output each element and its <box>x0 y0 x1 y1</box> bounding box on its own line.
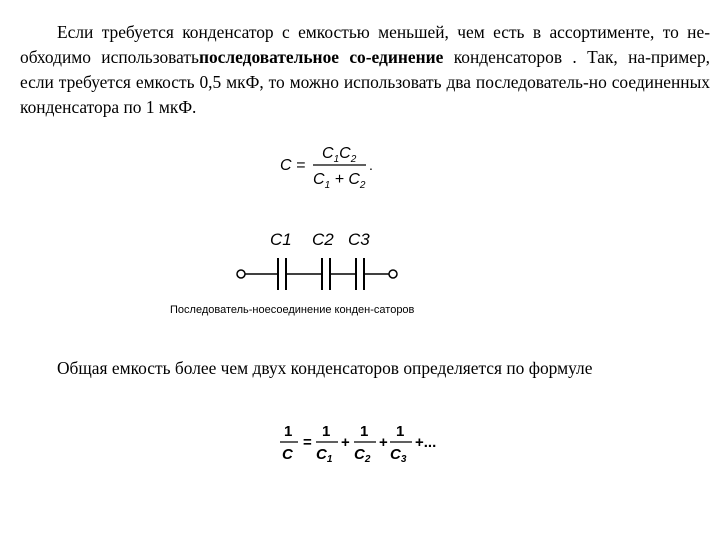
formula-denominator: $C_1 + C_2$ <box>313 171 366 191</box>
term2-denominator: $C_2$ <box>354 446 371 465</box>
capacitor-c1 <box>278 258 286 290</box>
paragraph-text-continued: конденсаторов . Так, на-пример, если требуется емкость 0,5 мкФ, то можно использовать два последователь-но соединенных конденсатора по 1 мкФ. <box>20 47 711 117</box>
diagram-caption: Последователь-ноесоединение конден-саторов <box>170 304 415 316</box>
term1-numerator: 1 <box>322 423 331 440</box>
label-c2: C2 <box>312 230 334 249</box>
term2-numerator: 1 <box>360 423 369 440</box>
term3-numerator: 1 <box>396 423 405 440</box>
paragraph-general-formula: Общая емкость более чем двух конденсаторов определяется по формуле <box>57 358 593 378</box>
formula-lhs: C = <box>280 157 306 174</box>
ellipsis: +... <box>415 434 437 451</box>
label-c1: C1 <box>270 230 292 249</box>
formula-period: . <box>369 157 373 173</box>
capacitor-c3 <box>356 258 364 290</box>
capacitor-c2 <box>322 258 330 290</box>
svg-text:+: + <box>341 434 350 451</box>
equals-sign: = <box>303 434 312 451</box>
paragraph-series-intro <box>20 20 710 120</box>
lhs-numerator: 1 <box>284 423 293 440</box>
label-c3: C3 <box>348 230 370 249</box>
bold-term: последовательное со-единение <box>198 47 444 67</box>
terminal-right <box>389 270 397 278</box>
reciprocal-sum-formula <box>278 418 448 468</box>
series-capacitance-formula <box>270 140 390 192</box>
term1-denominator: $C_1$ <box>316 446 333 465</box>
series-capacitors-diagram <box>230 225 410 300</box>
term3-denominator: $C_3$ <box>390 446 407 465</box>
lhs-denominator: C <box>282 446 293 463</box>
terminal-left <box>237 270 245 278</box>
paragraph-text: Если требуется конденсатор с емкостью меньшей, чем есть в ассортименте, то не-обходимо использовать <box>20 22 710 67</box>
svg-text:+: + <box>379 434 388 451</box>
formula-numerator: $C_1C_2$ <box>322 145 357 165</box>
